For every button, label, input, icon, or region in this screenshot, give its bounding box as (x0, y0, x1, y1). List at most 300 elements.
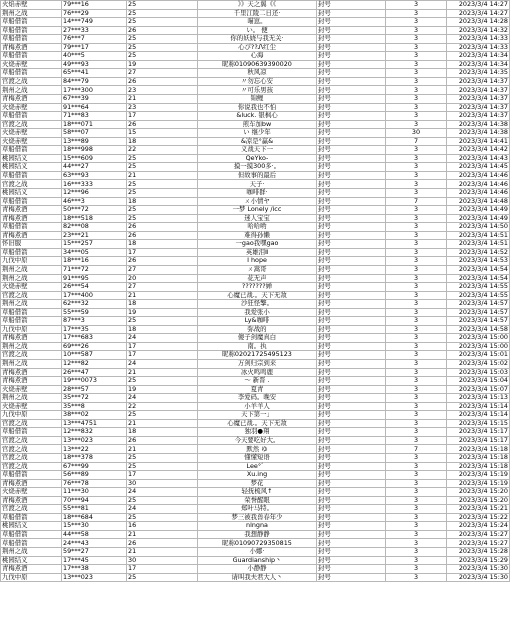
status-cell[interactable]: 封号 (317, 231, 386, 240)
nickname-cell[interactable]: ???????婵 (198, 283, 317, 292)
count-cell[interactable]: 3 (386, 496, 447, 505)
count-cell[interactable]: 3 (386, 325, 447, 334)
count-cell[interactable]: 3 (386, 394, 447, 403)
level-cell[interactable]: 18 (127, 137, 198, 146)
time-cell[interactable]: 2023/3/4 14:35 (447, 69, 510, 78)
level-cell[interactable]: 17 (127, 471, 198, 480)
count-cell[interactable]: 3 (386, 265, 447, 274)
time-cell[interactable]: 2023/3/4 14:55 (447, 291, 510, 300)
time-cell[interactable]: 2023/3/4 15:01 (447, 351, 510, 360)
status-cell[interactable]: 封号 (317, 206, 386, 215)
count-cell[interactable]: 3 (386, 60, 447, 69)
time-cell[interactable]: 2023/3/4 14:53 (447, 257, 510, 266)
time-cell[interactable]: 2023/3/4 14:33 (447, 43, 510, 52)
account-cell[interactable]: 17***35 (62, 325, 127, 334)
status-cell[interactable]: 封号 (317, 385, 386, 394)
nickname-cell[interactable]: 你的妖娆与我无关· (198, 35, 317, 44)
time-cell[interactable]: 2023/3/4 15:17 (447, 436, 510, 445)
level-cell[interactable]: 21 (127, 548, 198, 557)
server-cell[interactable]: 九伐中原 (1, 573, 62, 582)
count-cell[interactable]: 3 (386, 548, 447, 557)
server-cell[interactable]: 荆州之战 (1, 86, 62, 95)
server-cell[interactable]: 草船借箭 (1, 69, 62, 78)
server-cell[interactable]: 草船借箭 (1, 471, 62, 480)
time-cell[interactable]: 2023/3/4 15:19 (447, 471, 510, 480)
time-cell[interactable]: 2023/3/4 14:46 (447, 180, 510, 189)
server-cell[interactable]: 青梅煮酒 (1, 565, 62, 574)
count-cell[interactable]: 3 (386, 300, 447, 309)
level-cell[interactable]: 17 (127, 248, 198, 257)
count-cell[interactable]: 3 (386, 248, 447, 257)
account-cell[interactable]: 13***023 (62, 573, 127, 582)
account-cell[interactable]: 15***609 (62, 154, 127, 163)
time-cell[interactable]: 2023/3/4 15:00 (447, 342, 510, 351)
status-cell[interactable]: 封号 (317, 163, 386, 172)
time-cell[interactable]: 2023/3/4 15:22 (447, 513, 510, 522)
server-cell[interactable]: 青梅煮酒 (1, 95, 62, 104)
server-cell[interactable]: 草船借箭 (1, 539, 62, 548)
account-cell[interactable]: 44***27 (62, 163, 127, 172)
server-cell[interactable]: 官渡之战 (1, 291, 62, 300)
level-cell[interactable]: 24 (127, 488, 198, 497)
server-cell[interactable]: 草船借箭 (1, 26, 62, 35)
nickname-cell[interactable]: 迷人宝宝 (198, 214, 317, 223)
account-cell[interactable]: 15***30 (62, 522, 127, 531)
count-cell[interactable]: 3 (386, 69, 447, 78)
account-cell[interactable]: 46***3 (62, 197, 127, 206)
status-cell[interactable]: 封号 (317, 505, 386, 514)
time-cell[interactable]: 2023/3/4 15:19 (447, 479, 510, 488)
server-cell[interactable]: 桃园结义 (1, 556, 62, 565)
count-cell[interactable]: 3 (386, 95, 447, 104)
status-cell[interactable]: 封号 (317, 223, 386, 232)
server-cell[interactable]: 官渡之战 (1, 351, 62, 360)
level-cell[interactable]: 25 (127, 52, 198, 61)
status-cell[interactable]: 封号 (317, 359, 386, 368)
account-cell[interactable]: 12***96 (62, 189, 127, 198)
nickname-cell[interactable]: Lee°゛ (198, 462, 317, 471)
nickname-cell[interactable]: 梦花 (198, 479, 317, 488)
level-cell[interactable]: 17 (127, 112, 198, 121)
server-cell[interactable]: 官渡之战 (1, 436, 62, 445)
nickname-cell[interactable]: 梦三被我兽春年少 (198, 513, 317, 522)
time-cell[interactable]: 2023/3/4 14:57 (447, 317, 510, 326)
status-cell[interactable]: 封号 (317, 103, 386, 112)
status-cell[interactable]: 封号 (317, 334, 386, 343)
level-cell[interactable]: 18 (127, 240, 198, 249)
level-cell[interactable]: 26 (127, 223, 198, 232)
time-cell[interactable]: 2023/3/4 14:51 (447, 240, 510, 249)
level-cell[interactable]: 24 (127, 359, 198, 368)
status-cell[interactable]: 封号 (317, 154, 386, 163)
server-cell[interactable]: 火烧赤壁 (1, 488, 62, 497)
count-cell[interactable]: 3 (386, 223, 447, 232)
server-cell[interactable]: 官渡之战 (1, 419, 62, 428)
server-cell[interactable]: 桃园结义 (1, 163, 62, 172)
account-cell[interactable]: 55***59 (62, 308, 127, 317)
count-cell[interactable]: 3 (386, 120, 447, 129)
count-cell[interactable]: 3 (386, 565, 447, 574)
account-cell[interactable]: 17***683 (62, 334, 127, 343)
count-cell[interactable]: 3 (386, 462, 447, 471)
time-cell[interactable]: 2023/3/4 14:33 (447, 35, 510, 44)
status-cell[interactable]: 封号 (317, 120, 386, 129)
time-cell[interactable]: 2023/3/4 14:37 (447, 95, 510, 104)
status-cell[interactable]: 封号 (317, 496, 386, 505)
account-cell[interactable]: 63***93 (62, 171, 127, 180)
status-cell[interactable]: 封号 (317, 436, 386, 445)
time-cell[interactable]: 2023/3/4 14:54 (447, 265, 510, 274)
count-cell[interactable]: 7 (386, 137, 447, 146)
status-cell[interactable]: 封号 (317, 180, 386, 189)
level-cell[interactable]: 25 (127, 1, 198, 10)
server-cell[interactable]: 九伐中原 (1, 257, 62, 266)
nickname-cell[interactable]: Guardianship丶 (198, 556, 317, 565)
nickname-cell[interactable]: 英雄泪Ⅱ (198, 248, 317, 257)
nickname-cell[interactable]: Xu.ing (198, 471, 317, 480)
level-cell[interactable]: 30 (127, 479, 198, 488)
server-cell[interactable]: 荆州之战 (1, 300, 62, 309)
count-cell[interactable]: 3 (386, 453, 447, 462)
nickname-cell[interactable]: 〃可乐男孩 (198, 86, 317, 95)
time-cell[interactable]: 2023/3/4 14:41 (447, 137, 510, 146)
level-cell[interactable]: 27 (127, 283, 198, 292)
status-cell[interactable]: 封号 (317, 453, 386, 462)
nickname-cell[interactable]: 喵崽。 (198, 18, 317, 27)
nickname-cell[interactable]: 小静静 (198, 565, 317, 574)
level-cell[interactable]: 24 (127, 505, 198, 514)
account-cell[interactable]: 34***05 (62, 248, 127, 257)
status-cell[interactable]: 封号 (317, 171, 386, 180)
server-cell[interactable]: 青梅煮酒 (1, 496, 62, 505)
account-cell[interactable]: 28***57 (62, 385, 127, 394)
status-cell[interactable]: 封号 (317, 112, 386, 121)
count-cell[interactable]: 3 (386, 556, 447, 565)
server-cell[interactable]: 火烧赤壁 (1, 385, 62, 394)
nickname-cell[interactable]: 荣誉醒眼 (198, 496, 317, 505)
time-cell[interactable]: 2023/3/4 15:15 (447, 419, 510, 428)
server-cell[interactable]: 官渡之战 (1, 445, 62, 454)
nickname-cell[interactable]: 心ぴ??Ꮑ红尘 (198, 43, 317, 52)
nickname-cell[interactable]: 天子· (198, 180, 317, 189)
nickname-cell[interactable]: 我想静静 (198, 530, 317, 539)
server-cell[interactable]: 火烧赤壁 (1, 283, 62, 292)
time-cell[interactable]: 2023/3/4 15:07 (447, 385, 510, 394)
nickname-cell[interactable]: 傻子剑魔真白 (198, 334, 317, 343)
level-cell[interactable]: 25 (127, 189, 198, 198)
status-cell[interactable]: 封号 (317, 308, 386, 317)
nickname-cell[interactable]: 一梦 Lonely /icc (198, 206, 317, 215)
time-cell[interactable]: 2023/3/4 14:28 (447, 18, 510, 27)
account-cell[interactable]: 76***78 (62, 479, 127, 488)
account-cell[interactable]: 13***22 (62, 445, 127, 454)
status-cell[interactable]: 封号 (317, 479, 386, 488)
level-cell[interactable]: 25 (127, 411, 198, 420)
time-cell[interactable]: 2023/3/4 14:57 (447, 300, 510, 309)
server-cell[interactable]: 荆州之战 (1, 9, 62, 18)
level-cell[interactable]: 23 (127, 103, 198, 112)
nickname-cell[interactable]: 锦鲤 (198, 95, 317, 104)
nickname-cell[interactable]: 小羊羊人 (198, 402, 317, 411)
count-cell[interactable]: 3 (386, 436, 447, 445)
time-cell[interactable]: 2023/3/4 14:38 (447, 129, 510, 138)
level-cell[interactable]: 25 (127, 453, 198, 462)
count-cell[interactable]: 3 (386, 530, 447, 539)
nickname-cell[interactable]: ～ 新晋 . (198, 377, 317, 386)
server-cell[interactable]: 草船借箭 (1, 513, 62, 522)
account-cell[interactable]: 76***29 (62, 9, 127, 18)
count-cell[interactable]: 3 (386, 189, 447, 198)
nickname-cell[interactable]: 沙狂怪擎。 (198, 300, 317, 309)
time-cell[interactable]: 2023/3/4 14:32 (447, 26, 510, 35)
server-cell[interactable]: 怀旧服 (1, 240, 62, 249)
account-cell[interactable]: 15***257 (62, 240, 127, 249)
server-cell[interactable]: 火烧赤壁 (1, 402, 62, 411)
level-cell[interactable]: 30 (127, 556, 198, 565)
level-cell[interactable]: 25 (127, 180, 198, 189)
account-cell[interactable]: 79***16 (62, 1, 127, 10)
status-cell[interactable]: 封号 (317, 556, 386, 565)
server-cell[interactable]: 草船借箭 (1, 52, 62, 61)
account-cell[interactable]: 69***26 (62, 342, 127, 351)
server-cell[interactable]: 官渡之战 (1, 77, 62, 86)
nickname-cell[interactable]: &luck. 银枫心 (198, 112, 317, 121)
status-cell[interactable]: 封号 (317, 539, 386, 548)
level-cell[interactable]: 27 (127, 69, 198, 78)
level-cell[interactable]: 19 (127, 385, 198, 394)
nickname-cell[interactable]: 但故事的最后 (198, 171, 317, 180)
account-cell[interactable]: 35***72 (62, 394, 127, 403)
count-cell[interactable]: 3 (386, 283, 447, 292)
status-cell[interactable]: 封号 (317, 43, 386, 52)
server-cell[interactable]: 桃园结义 (1, 522, 62, 531)
nickname-cell[interactable]: 李爱码。晚安 (198, 394, 317, 403)
nickname-cell[interactable]: い。 便 (198, 26, 317, 35)
account-cell[interactable]: 27***33 (62, 26, 127, 35)
account-cell[interactable]: 12***82 (62, 359, 127, 368)
time-cell[interactable]: 2023/3/4 14:37 (447, 77, 510, 86)
count-cell[interactable]: 3 (386, 317, 447, 326)
level-cell[interactable]: 25 (127, 573, 198, 582)
status-cell[interactable]: 封号 (317, 214, 386, 223)
server-cell[interactable]: 青梅煮酒 (1, 377, 62, 386)
count-cell[interactable]: 3 (386, 26, 447, 35)
level-cell[interactable]: 26 (127, 26, 198, 35)
count-cell[interactable]: 3 (386, 1, 447, 10)
status-cell[interactable]: 封号 (317, 69, 386, 78)
status-cell[interactable]: 封号 (317, 325, 386, 334)
count-cell[interactable]: 3 (386, 539, 447, 548)
nickname-cell[interactable]: 心魔已战.。天下无敌 (198, 291, 317, 300)
count-cell[interactable]: 3 (386, 402, 447, 411)
account-cell[interactable]: 12***832 (62, 428, 127, 437)
status-cell[interactable]: 封号 (317, 462, 386, 471)
count-cell[interactable]: 3 (386, 180, 447, 189)
nickname-cell[interactable]: nlngna (198, 522, 317, 531)
time-cell[interactable]: 2023/3/4 15:20 (447, 496, 510, 505)
account-cell[interactable]: 67***39 (62, 95, 127, 104)
account-cell[interactable]: 18***518 (62, 214, 127, 223)
server-cell[interactable]: 荆州之战 (1, 265, 62, 274)
server-cell[interactable]: 草船借箭 (1, 112, 62, 121)
nickname-cell[interactable]: 一gao我嘿gao (198, 240, 317, 249)
nickname-cell[interactable]: 花无声 (198, 274, 317, 283)
level-cell[interactable]: 19 (127, 60, 198, 69)
account-cell[interactable]: 23***21 (62, 231, 127, 240)
status-cell[interactable]: 封号 (317, 26, 386, 35)
account-cell[interactable]: 71***83 (62, 112, 127, 121)
time-cell[interactable]: 2023/3/4 15:18 (447, 462, 510, 471)
server-cell[interactable]: 草船借箭 (1, 223, 62, 232)
nickname-cell[interactable]: 今天要吃好大。 (198, 436, 317, 445)
level-cell[interactable]: 17 (127, 565, 198, 574)
count-cell[interactable]: 3 (386, 479, 447, 488)
status-cell[interactable]: 封号 (317, 573, 386, 582)
server-cell[interactable]: 草船借箭 (1, 18, 62, 27)
server-cell[interactable]: 官渡之战 (1, 120, 62, 129)
count-cell[interactable]: 3 (386, 411, 447, 420)
level-cell[interactable]: 21 (127, 419, 198, 428)
time-cell[interactable]: 2023/3/4 14:43 (447, 154, 510, 163)
nickname-cell[interactable]: 南。执 (198, 342, 317, 351)
status-cell[interactable]: 封号 (317, 565, 386, 574)
count-cell[interactable]: 3 (386, 368, 447, 377)
account-cell[interactable]: 11***30 (62, 488, 127, 497)
time-cell[interactable]: 2023/3/4 14:46 (447, 189, 510, 198)
status-cell[interactable]: 封号 (317, 488, 386, 497)
account-cell[interactable]: 35***8 (62, 402, 127, 411)
level-cell[interactable]: 17 (127, 342, 198, 351)
status-cell[interactable]: 封号 (317, 146, 386, 155)
nickname-cell[interactable]: 心魔已战.。天下无敌 (198, 419, 317, 428)
nickname-cell[interactable]: 夏青 (198, 385, 317, 394)
level-cell[interactable]: 24 (127, 334, 198, 343)
level-cell[interactable]: 21 (127, 171, 198, 180)
server-cell[interactable]: 火烧赤壁 (1, 129, 62, 138)
level-cell[interactable]: 22 (127, 146, 198, 155)
time-cell[interactable]: 2023/3/4 14:27 (447, 9, 510, 18)
level-cell[interactable]: 25 (127, 35, 198, 44)
server-cell[interactable]: 官渡之战 (1, 505, 62, 514)
server-cell[interactable]: 荆州之战 (1, 394, 62, 403)
level-cell[interactable]: 26 (127, 539, 198, 548)
account-cell[interactable]: 13***023 (62, 436, 127, 445)
nickname-cell[interactable]: 煎车加bw (198, 120, 317, 129)
account-cell[interactable]: 13***89 (62, 137, 127, 146)
nickname-cell[interactable]: 昵称01090639390020 (198, 60, 317, 69)
account-cell[interactable]: 17***300 (62, 86, 127, 95)
nickname-cell[interactable]: 昵称02021725495123 (198, 351, 317, 360)
server-cell[interactable]: 官渡之战 (1, 453, 62, 462)
account-cell[interactable]: 26***47 (62, 368, 127, 377)
count-cell[interactable]: 3 (386, 112, 447, 121)
account-cell[interactable]: 67***99 (62, 462, 127, 471)
account-cell[interactable]: 79***17 (62, 43, 127, 52)
nickname-cell[interactable]: Ly&咖啡 (198, 317, 317, 326)
time-cell[interactable]: 2023/3/4 14:58 (447, 325, 510, 334)
account-cell[interactable]: 91***64 (62, 103, 127, 112)
time-cell[interactable]: 2023/3/4 14:54 (447, 274, 510, 283)
status-cell[interactable]: 封号 (317, 60, 386, 69)
status-cell[interactable]: 封号 (317, 77, 386, 86)
count-cell[interactable]: 3 (386, 428, 447, 437)
status-cell[interactable]: 封号 (317, 240, 386, 249)
time-cell[interactable]: 2023/3/4 14:49 (447, 214, 510, 223)
server-cell[interactable]: 官渡之战 (1, 462, 62, 471)
server-cell[interactable]: 官渡之战 (1, 180, 62, 189)
status-cell[interactable]: 封号 (317, 513, 386, 522)
time-cell[interactable]: 2023/3/4 14:48 (447, 197, 510, 206)
status-cell[interactable]: 封号 (317, 402, 386, 411)
status-cell[interactable]: 封号 (317, 445, 386, 454)
account-cell[interactable]: 65***41 (62, 69, 127, 78)
count-cell[interactable]: 3 (386, 43, 447, 52)
account-cell[interactable]: 49***93 (62, 60, 127, 69)
nickname-cell[interactable]: 义战天下一 (198, 146, 317, 155)
level-cell[interactable]: 25 (127, 43, 198, 52)
nickname-cell[interactable]: I hope (198, 257, 317, 266)
level-cell[interactable]: 25 (127, 154, 198, 163)
status-cell[interactable]: 封号 (317, 377, 386, 386)
server-cell[interactable]: 荆州之战 (1, 359, 62, 368)
time-cell[interactable]: 2023/3/4 14:27 (447, 1, 510, 10)
nickname-cell[interactable]: 昵称01090729350815 (198, 539, 317, 548)
account-cell[interactable]: 44***58 (62, 530, 127, 539)
time-cell[interactable]: 2023/3/4 14:51 (447, 231, 510, 240)
server-cell[interactable]: 九伐中原 (1, 325, 62, 334)
nickname-cell[interactable]: 轻抚梳风↑ (198, 488, 317, 497)
count-cell[interactable]: 3 (386, 154, 447, 163)
account-cell[interactable]: 62***32 (62, 300, 127, 309)
count-cell[interactable]: 3 (386, 206, 447, 215)
account-cell[interactable]: 55***81 (62, 505, 127, 514)
level-cell[interactable]: 15 (127, 129, 198, 138)
time-cell[interactable]: 2023/3/4 15:27 (447, 530, 510, 539)
level-cell[interactable]: 26 (127, 120, 198, 129)
server-cell[interactable]: 草船借箭 (1, 317, 62, 326)
nickname-cell[interactable]: 独羽●翔 (198, 428, 317, 437)
server-cell[interactable]: 桃园结义 (1, 154, 62, 163)
status-cell[interactable]: 封号 (317, 52, 386, 61)
time-cell[interactable]: 2023/3/4 14:57 (447, 308, 510, 317)
count-cell[interactable]: 3 (386, 103, 447, 112)
time-cell[interactable]: 2023/3/4 15:14 (447, 402, 510, 411)
status-cell[interactable]: 封号 (317, 35, 386, 44)
server-cell[interactable]: 草船借箭 (1, 308, 62, 317)
nickname-cell[interactable]: 万剑归宗到来 (198, 359, 317, 368)
count-cell[interactable]: 3 (386, 342, 447, 351)
level-cell[interactable]: 18 (127, 325, 198, 334)
status-cell[interactable]: 封号 (317, 86, 386, 95)
account-cell[interactable]: 40***5 (62, 52, 127, 61)
status-cell[interactable]: 封号 (317, 522, 386, 531)
count-cell[interactable]: 3 (386, 77, 447, 86)
nickname-cell[interactable]: 郑叶马特。 (198, 505, 317, 514)
account-cell[interactable]: 18***684 (62, 513, 127, 522)
count-cell[interactable]: 3 (386, 419, 447, 428)
nickname-cell[interactable]: 请叫我夫君大人丶 (198, 573, 317, 582)
status-cell[interactable]: 封号 (317, 351, 386, 360)
level-cell[interactable]: 25 (127, 496, 198, 505)
nickname-cell[interactable]: 懂懂短语 (198, 453, 317, 462)
account-cell[interactable]: 18***378 (62, 453, 127, 462)
count-cell[interactable]: 3 (386, 573, 447, 582)
nickname-cell[interactable]: 哈哈哟 (198, 223, 317, 232)
server-cell[interactable]: 荆州之战 (1, 342, 62, 351)
level-cell[interactable]: 26 (127, 436, 198, 445)
count-cell[interactable]: 30 (386, 129, 447, 138)
count-cell[interactable]: 3 (386, 488, 447, 497)
